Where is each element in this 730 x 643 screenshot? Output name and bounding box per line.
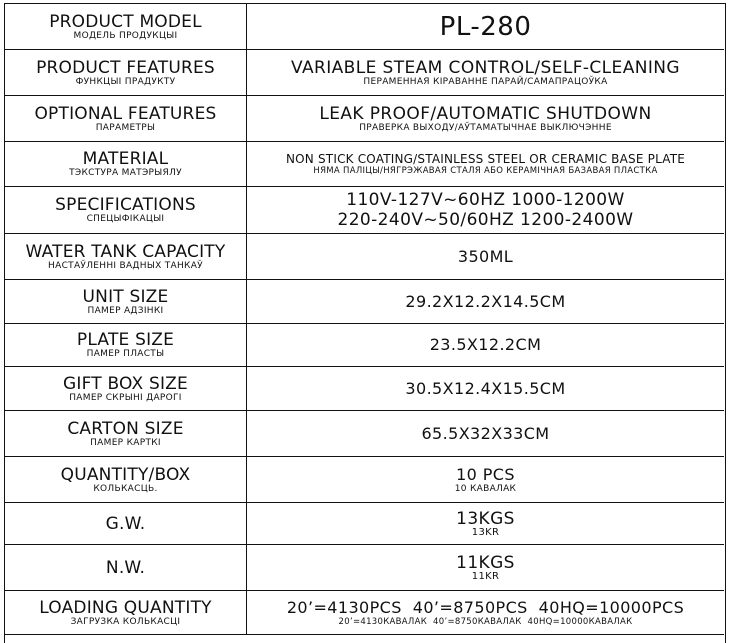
row-label-cell — [5, 234, 247, 279]
row-value: 30.5X12.4X15.5CM — [405, 378, 566, 398]
row-label: UNIT SIZE — [82, 286, 169, 307]
row-value-cell — [247, 280, 724, 323]
row-value: 11KGS — [456, 552, 515, 573]
table-row-gift-box-size — [5, 367, 724, 411]
row-label-translation: НАСТАЎЛЕННІ ВАДНЫХ ТАНКАЎ — [48, 260, 203, 271]
row-label-cell — [5, 367, 247, 410]
row-value-cell — [247, 591, 724, 634]
row-value: NON STICK COATING/STAINLESS STEEL OR CERAMIC BASE PLATE — [285, 151, 686, 166]
row-value-translation: 10 КАВАЛАК — [454, 483, 517, 494]
row-value-cell — [247, 50, 724, 95]
row-label-translation: ПАМЕР АДЗІНКІ — [87, 305, 164, 316]
row-label-cell — [5, 280, 247, 323]
row-label: PRODUCT FEATURES — [36, 57, 215, 78]
row-value-translation: 11KR — [471, 570, 500, 582]
row-value-cell — [247, 367, 724, 410]
row-label-cell — [5, 411, 247, 456]
row-value: 23.5X12.2CM — [429, 335, 542, 354]
row-label-translation: ПАМЕР ПЛАСТЫ — [86, 349, 165, 359]
row-label: PRODUCT MODEL — [49, 11, 202, 32]
row-label-cell — [5, 545, 247, 590]
row-value-translation: 13KR — [471, 526, 500, 538]
table-row-net-weight — [5, 545, 724, 591]
row-value: LEAK PROOF/AUTOMATIC SHUTDOWN — [319, 103, 652, 124]
table-row-unit-size — [5, 280, 724, 324]
row-value: 110V-127V~60HZ 1000-1200W — [346, 190, 625, 210]
row-label-translation: МОДЕЛЬ ПРОДУКЦЫІ — [73, 30, 178, 41]
spec-table — [4, 3, 726, 643]
row-label-cell — [5, 96, 247, 141]
row-label: SPECIFICATIONS — [55, 195, 196, 215]
row-label-cell — [5, 50, 247, 95]
row-label-cell — [5, 457, 247, 502]
table-row-material — [5, 142, 724, 187]
row-label: CARTON SIZE — [67, 418, 184, 439]
row-label: LOADING QUANTITY — [39, 597, 212, 618]
row-value-cell — [247, 187, 724, 233]
row-value-cell — [247, 545, 724, 590]
row-label-translation: КОЛЬКАСЦЬ. — [93, 483, 158, 494]
row-label: GIFT BOX SIZE — [63, 373, 188, 394]
row-value: VARIABLE STEAM CONTROL/SELF-CLEANING — [291, 57, 680, 78]
row-label-cell — [5, 187, 247, 233]
table-row-product-features — [5, 50, 724, 96]
table-row-water-tank-capacity — [5, 234, 724, 280]
row-label-translation: ТЭКСТУРА МАТЭРЫЯЛУ — [69, 168, 182, 178]
row-label-cell — [5, 142, 247, 186]
row-value-translation: ПЕРАМЕННАЯ КІРАВАННЕ ПАРАЙ/САМАПРАЦОЎКА — [363, 76, 608, 87]
row-value-translation: 20’=4130КАВАЛАК 40’=8750КАВАЛАК 40HQ=10000КАВАЛАК — [338, 616, 633, 627]
table-row-product-model — [5, 4, 724, 50]
row-label-translation: СПЕЦЫФІКАЦЫІ — [86, 214, 165, 224]
row-value-cell — [247, 324, 724, 366]
row-label: G.W. — [105, 513, 146, 534]
row-label: QUANTITY/BOX — [60, 464, 191, 485]
row-value-cell — [247, 234, 724, 279]
row-label-translation: ФУНКЦЫІ ПРАДУКТУ — [75, 76, 176, 87]
row-value-cell — [247, 503, 724, 544]
row-value-translation: НЯМА ПАЛІЦЫ/НЯГРЭЖАВАЯ СТАЛЯ АБО КЕРАМІЧНАЯ БАЗАВАЯ ПЛАСТКА — [313, 165, 658, 176]
row-label-cell — [5, 4, 247, 49]
table-row-gross-weight — [5, 503, 724, 545]
row-label-cell — [5, 503, 247, 544]
row-label-translation: ПАМЕР КАРТКІ — [90, 437, 161, 448]
row-label-translation: ЗАГРУЗКА КОЛЬКАСЦІ — [70, 616, 181, 627]
table-row-loading-quantity — [5, 591, 724, 635]
row-value-cell — [247, 142, 724, 186]
row-label: MATERIAL — [82, 149, 169, 169]
row-label: OPTIONAL FEATURES — [34, 103, 217, 124]
row-label-translation: ПАРАМЕТРЫ — [95, 122, 156, 133]
row-label-translation: ПАМЕР СКРЫНІ ДАРОГІ — [69, 392, 182, 403]
row-label: PLATE SIZE — [76, 330, 175, 350]
row-label: N.W. — [105, 557, 146, 578]
row-value-cell — [247, 4, 724, 49]
row-value-line-2: 220-240V~50/60HZ 1200-2400W — [337, 210, 634, 230]
row-label-cell — [5, 324, 247, 366]
row-value: 65.5X32X33CM — [421, 423, 550, 443]
row-label: WATER TANK CAPACITY — [25, 241, 226, 262]
row-value: 29.2X12.2X14.5CM — [405, 291, 566, 311]
table-row-optional-features — [5, 96, 724, 142]
row-label-cell — [5, 591, 247, 634]
table-row-specifications — [5, 187, 724, 234]
row-value: 350ML — [457, 246, 514, 266]
row-value-translation: ПРАВЕРКА ВЫХОДУ/АЎТАМАТЫЧНАЕ ВЫКЛЮЧЭННЕ — [359, 122, 612, 133]
table-row-quantity-box — [5, 457, 724, 503]
model-number: PL-280 — [439, 11, 532, 42]
table-row-plate-size — [5, 324, 724, 367]
row-value: 10 PCS — [456, 464, 515, 484]
row-value-cell — [247, 457, 724, 502]
table-row-carton-size — [5, 411, 724, 457]
row-value: 13KGS — [456, 508, 515, 529]
row-value-cell — [247, 411, 724, 456]
row-value-cell — [247, 96, 724, 141]
row-value: 20’=4130PCS 40’=8750PCS 40HQ=10000PCS — [286, 597, 685, 617]
